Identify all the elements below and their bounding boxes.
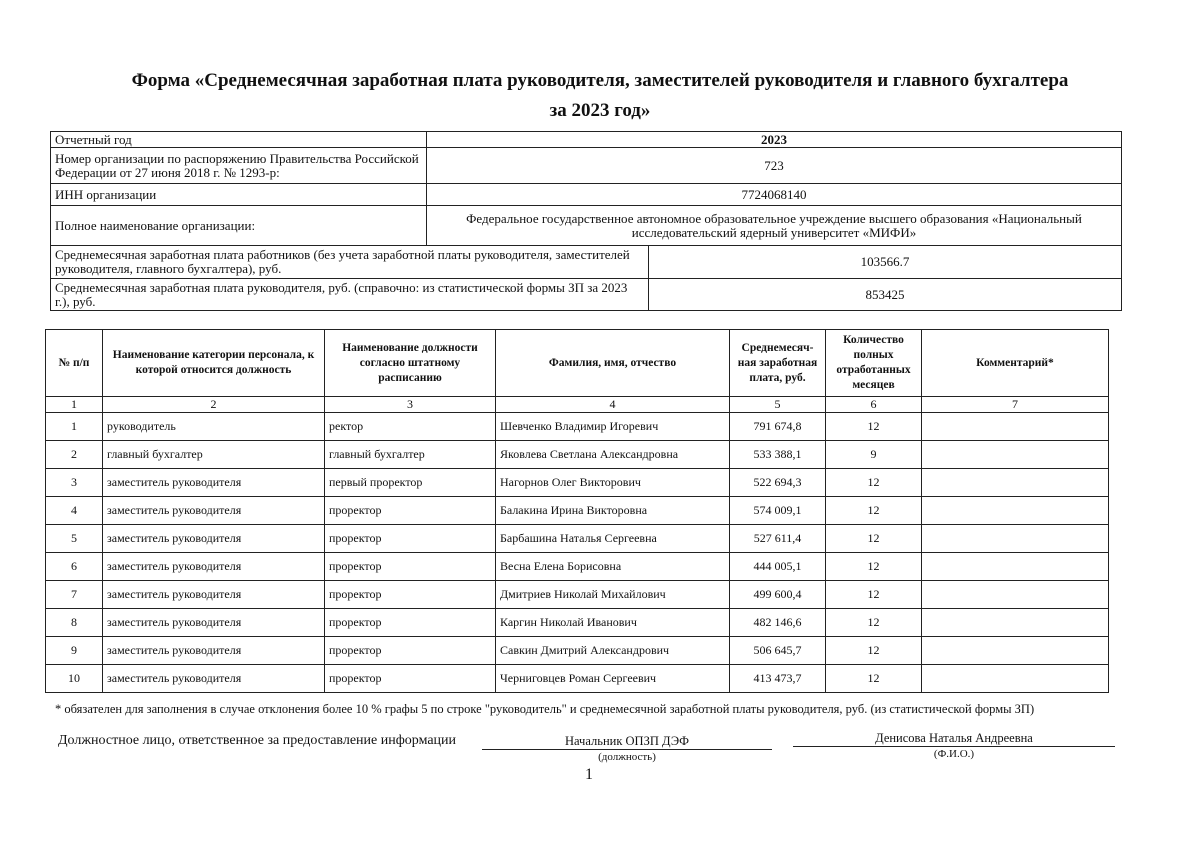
row-position: первый проректор — [325, 469, 496, 497]
inn-value: 7724068140 — [427, 184, 1122, 206]
colnum-3: 3 — [325, 397, 496, 413]
form-title-line2: за 2023 год» — [549, 100, 651, 121]
fio-signature — [793, 730, 1115, 761]
row-months: 12 — [826, 553, 922, 581]
avg-head-label: Среднемесячная заработная плата руководителя, руб. (справочно: из статистической формы ЗП за 2023 г.), руб. — [51, 279, 649, 311]
orgnum-value: 723 — [427, 148, 1122, 184]
row-comment — [922, 441, 1109, 469]
row-comment — [922, 581, 1109, 609]
row-comment — [922, 469, 1109, 497]
row-months: 12 — [826, 525, 922, 553]
row-category: заместитель руководителя — [103, 609, 325, 637]
row-salary: 522 694,3 — [730, 469, 826, 497]
row-salary: 413 473,7 — [730, 665, 826, 693]
orgnum-label: Номер организации по распоряжению Правительства Российской Федерации от 27 июня 2018 г. № 1293-р: — [51, 148, 427, 184]
table-row — [46, 581, 1109, 609]
header-comment: Комментарий* — [922, 330, 1109, 397]
table-row — [46, 609, 1109, 637]
row-category: заместитель руководителя — [103, 581, 325, 609]
row-comment — [922, 665, 1109, 693]
row-number: 5 — [46, 525, 103, 553]
header-category: Наименование категории персонала, к которой относится должность — [103, 330, 325, 397]
row-number: 6 — [46, 553, 103, 581]
row-fullname: Черниговцев Роман Сергеевич — [496, 665, 730, 693]
row-salary: 444 005,1 — [730, 553, 826, 581]
row-number: 1 — [46, 413, 103, 441]
row-category: заместитель руководителя — [103, 665, 325, 693]
row-number: 7 — [46, 581, 103, 609]
table-row — [46, 497, 1109, 525]
row-salary: 527 611,4 — [730, 525, 826, 553]
row-number: 10 — [46, 665, 103, 693]
row-months: 12 — [826, 497, 922, 525]
row-months: 12 — [826, 637, 922, 665]
row-salary: 533 388,1 — [730, 441, 826, 469]
colnum-1: 1 — [46, 397, 103, 413]
row-position: проректор — [325, 609, 496, 637]
row-months: 9 — [826, 441, 922, 469]
position-signature — [482, 733, 772, 764]
colnum-4: 4 — [496, 397, 730, 413]
row-fullname: Савкин Дмитрий Александрович — [496, 637, 730, 665]
organization-info-table — [50, 131, 1122, 311]
colnum-5: 5 — [730, 397, 826, 413]
row-fullname: Дмитриев Николай Михайлович — [496, 581, 730, 609]
row-number: 9 — [46, 637, 103, 665]
row-position: проректор — [325, 497, 496, 525]
page-number: 1 — [585, 766, 593, 783]
table-row — [46, 525, 1109, 553]
table-row — [46, 637, 1109, 665]
row-salary: 574 009,1 — [730, 497, 826, 525]
row-number: 4 — [46, 497, 103, 525]
table-row — [46, 665, 1109, 693]
row-position: проректор — [325, 665, 496, 693]
row-fullname: Весна Елена Борисовна — [496, 553, 730, 581]
salary-table — [45, 329, 1109, 693]
row-fullname: Барбашина Наталья Сергеевна — [496, 525, 730, 553]
row-category: заместитель руководителя — [103, 637, 325, 665]
row-salary: 791 674,8 — [730, 413, 826, 441]
row-fullname: Яковлева Светлана Александровна — [496, 441, 730, 469]
row-comment — [922, 525, 1109, 553]
row-fullname: Шевченко Владимир Игоревич — [496, 413, 730, 441]
row-comment — [922, 609, 1109, 637]
table-row — [46, 413, 1109, 441]
row-comment — [922, 553, 1109, 581]
responsible-label: Должностное лицо, ответственное за предоставление информации — [58, 733, 457, 748]
inn-label: ИНН организации — [51, 184, 427, 206]
row-fullname: Балакина Ирина Викторовна — [496, 497, 730, 525]
row-number: 2 — [46, 441, 103, 469]
footnote: * обязателен для заполнения в случае отклонения более 10 % графы 5 по строке "руководитель" и среднемесячной заработной платы руководителя, руб. (из статистической формы ЗП) — [55, 702, 1035, 716]
row-months: 12 — [826, 469, 922, 497]
header-fullname: Фамилия, имя, отчество — [496, 330, 730, 397]
row-salary: 499 600,4 — [730, 581, 826, 609]
fullname-label: Полное наименование организации: — [51, 206, 427, 246]
row-months: 12 — [826, 413, 922, 441]
avg-staff-label: Среднемесячная заработная плата работников (без учета заработной платы руководителя, заместителей руководителя, главного бухгалтера), руб. — [51, 246, 649, 279]
fio-caption: (Ф.И.О.) — [933, 748, 975, 760]
row-position: ректор — [325, 413, 496, 441]
row-category: заместитель руководителя — [103, 469, 325, 497]
row-months: 12 — [826, 665, 922, 693]
row-number: 3 — [46, 469, 103, 497]
year-label: Отчетный год — [51, 132, 427, 148]
header-months: Количество полных отработанных месяцев — [826, 330, 922, 397]
position-caption: (должность) — [598, 751, 656, 763]
header-number: № п/п — [46, 330, 103, 397]
colnum-6: 6 — [826, 397, 922, 413]
form-title — [60, 66, 1140, 126]
row-number: 8 — [46, 609, 103, 637]
row-fullname: Каргин Николай Иванович — [496, 609, 730, 637]
position-value: Начальник ОПЗП ДЭФ — [482, 733, 772, 750]
row-category: руководитель — [103, 413, 325, 441]
row-category: главный бухгалтер — [103, 441, 325, 469]
header-position: Наименование должности согласно штатному расписанию — [325, 330, 496, 397]
row-comment — [922, 637, 1109, 665]
row-comment — [922, 497, 1109, 525]
row-position: проректор — [325, 581, 496, 609]
colnum-7: 7 — [922, 397, 1109, 413]
row-position: проректор — [325, 637, 496, 665]
table-row — [46, 469, 1109, 497]
year-value: 2023 — [427, 132, 1122, 148]
row-salary: 506 645,7 — [730, 637, 826, 665]
row-comment — [922, 413, 1109, 441]
fullname-value: Федеральное государственное автономное образовательное учреждение высшего образования «Национальный исследовательский ядерный университет «МИФИ» — [427, 206, 1122, 246]
row-position: главный бухгалтер — [325, 441, 496, 469]
form-title-line1: Форма «Среднемесячная заработная плата руководителя, заместителей руководителя и главного бухгалтера — [131, 70, 1069, 91]
row-category: заместитель руководителя — [103, 553, 325, 581]
row-category: заместитель руководителя — [103, 525, 325, 553]
row-position: проректор — [325, 525, 496, 553]
colnum-2: 2 — [103, 397, 325, 413]
row-salary: 482 146,6 — [730, 609, 826, 637]
avg-staff-value: 103566.7 — [649, 246, 1122, 279]
fio-value: Денисова Наталья Андреевна — [793, 730, 1115, 747]
row-position: проректор — [325, 553, 496, 581]
row-category: заместитель руководителя — [103, 497, 325, 525]
avg-head-value: 853425 — [649, 279, 1122, 311]
table-row — [46, 441, 1109, 469]
row-months: 12 — [826, 581, 922, 609]
row-fullname: Нагорнов Олег Викторович — [496, 469, 730, 497]
row-months: 12 — [826, 609, 922, 637]
header-salary: Среднемесяч-ная заработная плата, руб. — [730, 330, 826, 397]
table-row — [46, 553, 1109, 581]
